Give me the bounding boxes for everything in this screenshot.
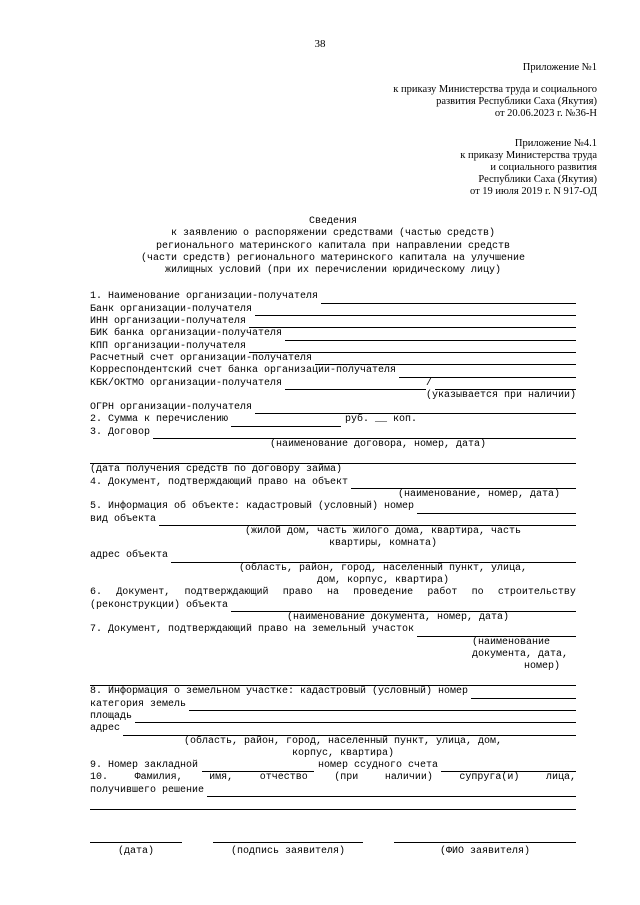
field-contract	[90, 427, 576, 439]
field-word: супруга(и)	[459, 772, 520, 784]
field-word: работ	[427, 587, 458, 599]
field-land-address	[90, 723, 576, 735]
appendix-1-line: развития Республики Саха (Якутия)	[436, 96, 597, 107]
field-inn	[90, 316, 576, 328]
field-land-doc	[90, 624, 576, 636]
hint-address: (область, район, город, населенный пункт, улица,	[238, 562, 528, 574]
input-line[interactable]	[231, 601, 576, 612]
field-word: наличии)	[384, 772, 433, 784]
input-line[interactable]	[90, 797, 576, 810]
field-word: 10.	[90, 772, 109, 784]
field-label: 4. Документ, подтверждающий право на объект	[90, 476, 349, 488]
appendix-1-line: к приказу Министерства труда и социального	[393, 84, 597, 95]
appendix-1-block	[393, 62, 597, 120]
input-line[interactable]	[315, 354, 576, 365]
appendix-2-line: от 19 июля 2019 г. N 917-ОД	[469, 186, 597, 197]
signature-row	[90, 832, 576, 858]
input-line[interactable]	[90, 451, 576, 464]
form-subtitle-line: жилищных условий (при их перечислении юридическому лицу)	[164, 265, 502, 277]
hint-object-type: (жилой дом, часть жилого дома, квартира, часть	[244, 525, 522, 537]
field-label: 1. Наименование организации-получателя	[90, 291, 319, 303]
field-label: 5. Информация об объекте: кадастровый (условный) номер	[90, 501, 415, 513]
fio-line[interactable]	[394, 832, 576, 843]
input-line[interactable]	[207, 786, 576, 797]
field-decision	[90, 785, 576, 797]
hint-land-address: (область, район, город, населенный пункт, улица, дом,	[183, 735, 503, 747]
input-line[interactable]	[202, 761, 314, 772]
field-area	[90, 711, 576, 723]
signature-fio	[394, 832, 576, 858]
field-label: вид объекта	[90, 513, 157, 525]
field-label: Банк организации-получателя	[90, 303, 253, 315]
field-label: ИНН организации-получателя	[90, 316, 247, 328]
input-line[interactable]	[153, 428, 576, 439]
field-word: по	[471, 587, 484, 599]
field-label: БИК банка организации-получателя	[90, 328, 283, 340]
appendix-2-line: Республики Саха (Якутия)	[478, 174, 597, 185]
field-label: 2. Сумма к перечислению	[90, 414, 229, 426]
field-bank	[90, 304, 576, 316]
field-label: 8. Информация о земельном участке: кадастровый (условный) номер	[90, 686, 469, 698]
form-subtitle-line: (части средств) регионального материнского капитала на улучшение	[140, 252, 526, 264]
hint-land-doc: (наименование	[471, 636, 550, 648]
hint-address: дом, корпус, квартира)	[316, 575, 450, 587]
field-word: строительству	[497, 587, 576, 599]
input-line[interactable]	[249, 342, 576, 353]
field-label: КПП организации-получателя	[90, 340, 247, 352]
field-label: площадь	[90, 710, 133, 722]
field-land-category	[90, 699, 576, 711]
field-word: проведение	[353, 587, 414, 599]
field-object-type	[90, 514, 576, 526]
hint-construction-doc: (наименование документа, номер, дата)	[286, 611, 510, 623]
appendix-2-block	[460, 138, 597, 198]
appendix-1-title: Приложение №1	[522, 62, 597, 73]
field-spouse-name	[90, 772, 576, 784]
appendix-1-text	[393, 84, 597, 120]
input-line[interactable]	[231, 416, 341, 427]
hint-contract: (наименование договора, номер, дата)	[269, 439, 487, 451]
input-line[interactable]	[123, 725, 576, 736]
field-label: ОГРН организации-получателя	[90, 402, 253, 414]
field-sum	[90, 414, 576, 426]
field-corr-account	[90, 365, 576, 377]
hint-object-type: квартиры, комната)	[328, 538, 438, 550]
field-label: (реконструкции) объекта	[90, 599, 229, 611]
field-word: подтверждающий	[184, 587, 269, 599]
field-kbk-oktmo	[90, 378, 576, 390]
field-ogrn	[90, 402, 576, 414]
field-label: номер ссудного счета	[318, 760, 439, 772]
input-line[interactable]	[441, 761, 576, 772]
sum-currency: руб. __ коп.	[345, 414, 418, 426]
input-line[interactable]	[471, 688, 576, 699]
hint-if-any: (указывается при наличии)	[425, 389, 576, 401]
field-label: КБК/ОКТМО организации-получателя	[90, 377, 283, 389]
date-line[interactable]	[90, 832, 182, 843]
field-kpp	[90, 341, 576, 353]
field-object-doc	[90, 477, 576, 489]
field-reconstruction-object	[90, 600, 576, 612]
page-number: 38	[314, 38, 326, 50]
hint-object-doc: (наименование, номер, дата)	[397, 488, 560, 500]
input-line[interactable]	[285, 330, 576, 341]
sign-label: (подпись заявителя)	[230, 846, 346, 858]
field-construction-doc	[90, 587, 576, 599]
appendix-2-line: и социального развития	[490, 162, 597, 173]
hint-loan-date: (дата получения средств по договору займа)	[90, 464, 343, 476]
input-line[interactable]	[135, 712, 576, 723]
field-label: Расчетный счет организации-получателя	[90, 352, 313, 364]
field-label: адрес объекта	[90, 550, 169, 562]
field-label: 9. Номер закладной	[90, 760, 199, 772]
field-cadastral	[90, 501, 576, 513]
input-line[interactable]	[255, 403, 576, 414]
signature-sign	[213, 832, 363, 858]
field-word: лица,	[545, 772, 576, 784]
form-title: Сведения	[308, 216, 357, 227]
appendix-2-title: Приложение №4.1	[514, 138, 597, 149]
input-line[interactable]	[255, 305, 576, 316]
field-org-name	[90, 291, 576, 303]
field-word: право	[282, 587, 313, 599]
date-label: (дата)	[117, 846, 154, 858]
field-word: отчество	[259, 772, 308, 784]
input-line[interactable]	[435, 379, 576, 390]
sign-line[interactable]	[213, 832, 363, 843]
info-form	[90, 216, 576, 858]
input-line[interactable]	[90, 673, 576, 686]
form-subtitle-line: к заявлению о распоряжении средствами (частью средств)	[170, 228, 496, 240]
input-line[interactable]	[159, 515, 576, 526]
hint-land-doc: номер)	[523, 661, 560, 673]
input-line[interactable]	[189, 700, 576, 711]
form-subtitle-line: регионального материнского капитала при направлении средств	[155, 240, 511, 252]
field-label: категория земель	[90, 698, 187, 710]
input-line[interactable]	[351, 478, 576, 489]
field-label: 7. Документ, подтверждающий право на земельный участок	[90, 624, 415, 636]
input-line[interactable]	[399, 367, 576, 378]
hint-land-doc: документа, дата,	[471, 648, 568, 660]
field-word: Фамилия,	[134, 772, 183, 784]
field-word: имя,	[209, 772, 234, 784]
input-line[interactable]	[171, 552, 576, 563]
appendix-1-line: от 20.06.2023 г. №36-Н	[494, 108, 597, 119]
field-account	[90, 353, 576, 365]
input-line[interactable]	[417, 503, 576, 514]
field-word: на	[326, 587, 339, 599]
field-label: Корреспондентский счет банка организации-получателя	[90, 365, 397, 377]
appendix-2-line: к приказу Министерства труда	[460, 150, 597, 161]
input-line[interactable]	[417, 626, 576, 637]
field-label: получившего решение	[90, 784, 205, 796]
field-mortgage	[90, 760, 576, 772]
input-line[interactable]	[249, 317, 576, 328]
field-land-cadastral	[90, 686, 576, 698]
input-line[interactable]	[285, 379, 426, 390]
input-line[interactable]	[321, 293, 576, 304]
field-word: 6.	[90, 587, 103, 599]
signature-date	[90, 832, 182, 858]
field-object-address	[90, 550, 576, 562]
field-word: Документ,	[116, 587, 171, 599]
field-bik	[90, 328, 576, 340]
hint-land-address: корпус, квартира)	[291, 747, 395, 759]
field-label: 3. Договор	[90, 426, 151, 438]
field-label: адрес	[90, 723, 121, 735]
field-word: (при	[334, 772, 359, 784]
fio-label: (ФИО заявителя)	[439, 846, 530, 858]
kbk-separator: /	[426, 377, 433, 389]
